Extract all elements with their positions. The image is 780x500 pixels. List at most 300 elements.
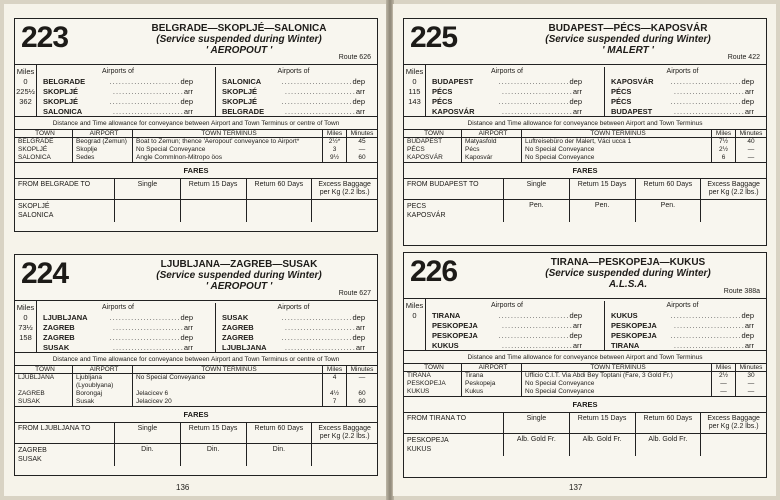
dep-arr-label: dep — [569, 331, 582, 340]
distance-cell: 2½ — [712, 372, 736, 380]
airport-city: TIRANA — [611, 341, 640, 350]
distance-header-cell: TOWN TERMINUS — [522, 364, 712, 371]
timetable — [15, 65, 377, 117]
distance-table — [404, 130, 766, 163]
dep-arr-label: dep — [569, 77, 582, 86]
timetable-row — [43, 313, 193, 323]
fares-title: FARES — [404, 397, 766, 413]
distance-cell: PÉCS — [404, 146, 462, 154]
distance-cell: No Special Conveyance — [522, 388, 712, 396]
timetable-row — [432, 97, 582, 107]
dep-arr-label: arr — [183, 87, 193, 96]
airports-header: Airports of — [491, 302, 523, 309]
fare-cell — [570, 434, 636, 456]
fare-cell — [504, 434, 570, 456]
leader-dots: ....................... — [673, 107, 745, 116]
airport-city: SKOPLJÉ — [43, 97, 79, 106]
timetable-row — [43, 77, 193, 87]
airports-header: Airports of — [277, 304, 310, 311]
fares-title: FARES — [404, 163, 766, 179]
leader-dots: ....................... — [501, 87, 573, 96]
distance-cell: Kaposvár — [462, 154, 522, 162]
timetable-row — [43, 107, 193, 117]
distance-title: Distance and Time allowance for conveyance between Airport and Town Terminus or centre of Town — [15, 353, 377, 366]
timetable-row — [611, 341, 754, 351]
distance-cell: No Special Conveyance — [522, 146, 712, 154]
leader-dots: ....................... — [284, 87, 356, 96]
timetable-row — [222, 343, 365, 353]
distance-cell: — — [747, 380, 755, 387]
leader-dots: ....................... — [498, 77, 570, 86]
timetable-row — [43, 87, 193, 97]
airport-city: BELGRADE — [43, 77, 86, 86]
miles-value: Miles — [16, 303, 35, 312]
dep-arr-label: dep — [352, 333, 365, 342]
airport-city: LJUBLJANA — [43, 313, 88, 322]
route-226-block — [403, 252, 767, 478]
route-title-block — [107, 23, 371, 56]
distance-row — [404, 372, 766, 380]
distance-cell: LJUBLJANA — [15, 374, 73, 390]
service-suspended-note: (Service suspended during Winter) — [156, 270, 322, 281]
timetable — [404, 299, 766, 351]
fares-table — [404, 413, 766, 456]
leader-dots: ....................... — [109, 313, 181, 322]
airport-city: SKOPLJÉ — [222, 87, 258, 96]
fare-cell — [181, 200, 247, 222]
fares-header-cell: Excess Baggage per Kg (2.2 lbs.) — [318, 425, 371, 440]
airport-city: ZAGREB — [222, 333, 254, 342]
dep-arr-label: arr — [572, 107, 582, 116]
distance-table — [15, 130, 377, 163]
fares-header-cell: FROM LJUBLJANA TO — [15, 423, 115, 443]
leader-dots: ....................... — [498, 97, 570, 106]
timetable — [15, 301, 377, 353]
page-number-left: 136 — [176, 483, 190, 492]
distance-cell: Boat to Zemun; thence 'Aeropout' conveyance to Airport* — [133, 138, 323, 146]
distance-cell: Sedes — [73, 154, 133, 162]
fare-cell — [701, 200, 766, 222]
route-title: LJUBLJANA—ZAGREB—SUSAK — [160, 259, 318, 270]
distance-cell: Tirana — [462, 372, 522, 380]
timetable — [404, 65, 766, 117]
operator-name: ' AEROPOUT ' — [205, 45, 273, 56]
airports-header: Airports of — [277, 68, 310, 75]
distance-cell: Ljubljana (Lyoublyana) — [73, 374, 133, 390]
distance-header-cell: TOWN TERMINUS — [522, 130, 712, 137]
fares-header-row — [404, 413, 766, 434]
fares-header-cell: Single — [504, 413, 570, 433]
dep-arr-label: arr — [744, 87, 754, 96]
miles-value: 158 — [19, 333, 32, 342]
distance-cell: 7 — [323, 398, 347, 406]
timetable-row — [432, 107, 582, 117]
distance-cell: SUSAK — [15, 398, 73, 406]
distance-row — [404, 380, 766, 388]
dep-arr-label: arr — [572, 321, 582, 330]
fare-cell — [181, 444, 247, 466]
distance-row — [15, 390, 377, 398]
dep-arr-label: arr — [572, 341, 582, 350]
timetable-direction-2 — [604, 301, 754, 351]
distance-cell: 2½* — [323, 138, 347, 146]
dep-arr-label: arr — [744, 107, 754, 116]
distance-cell: Angle Commlnon-Mitropo öos — [133, 154, 323, 162]
fares-header-cell: Return 60 Days — [247, 179, 313, 199]
leader-dots: ....................... — [670, 311, 742, 320]
airports-header: Airports of — [102, 68, 134, 75]
fare-cell — [701, 434, 766, 456]
service-suspended-note: (Service suspended during Winter) — [545, 268, 711, 279]
fare-destinations — [404, 434, 504, 456]
fare-destination: PECS — [407, 203, 427, 210]
leader-dots: ....................... — [501, 341, 573, 350]
miles-value: 115 — [408, 87, 421, 96]
route-header — [404, 19, 766, 65]
distance-header-cell: TOWN — [404, 364, 462, 371]
fares-title: FARES — [15, 407, 377, 423]
airport-city: PÉCS — [611, 97, 632, 106]
distance-header-cell: AIRPORT — [462, 364, 522, 371]
fares-body — [15, 444, 377, 466]
leader-dots: ....................... — [109, 333, 181, 342]
distance-row — [15, 374, 377, 390]
operator-name: ' MALERT ' — [602, 45, 654, 56]
timetable-direction-2 — [215, 303, 365, 353]
distance-cell: ZAGREB — [15, 390, 73, 398]
fare-cell — [312, 444, 377, 466]
timetable-row — [432, 311, 582, 321]
airport-city: BUDAPEST — [611, 107, 653, 116]
leader-dots: ....................... — [284, 343, 356, 352]
distance-header-cell: Miles — [323, 366, 347, 373]
leader-dots: ....................... — [670, 331, 742, 340]
distance-cell: 45 — [358, 138, 366, 145]
miles-value: 0 — [412, 77, 417, 86]
service-suspended-note: (Service suspended during Winter) — [156, 34, 322, 45]
distance-row — [15, 146, 377, 154]
route-225-block — [403, 18, 767, 246]
dep-arr-label: dep — [569, 311, 582, 320]
airport-city: PÉCS — [432, 97, 453, 106]
airport-city: PESKOPEJA — [611, 321, 657, 330]
distance-table — [404, 364, 766, 397]
miles-value: 0 — [412, 311, 417, 320]
fare-cell — [312, 200, 377, 222]
airport-city: PESKOPEJA — [611, 331, 657, 340]
airports-header: Airports of — [666, 68, 699, 75]
fares-title: FARES — [15, 163, 377, 179]
distance-cell: — — [358, 374, 366, 381]
dep-arr-label: arr — [355, 343, 365, 352]
distance-cell: Matyasfold — [462, 138, 522, 146]
leader-dots: ....................... — [281, 77, 353, 86]
airport-city: ZAGREB — [43, 333, 75, 342]
route-number: 226 — [410, 255, 458, 288]
leader-dots: ....................... — [281, 97, 353, 106]
distance-header-cell: Minutes — [350, 130, 374, 137]
airport-city: SUSAK — [222, 313, 249, 322]
miles-column — [15, 65, 37, 116]
distance-row — [404, 138, 766, 146]
miles-value: 0 — [23, 77, 28, 86]
distance-cell: Jelacicev 20 — [133, 398, 323, 406]
fare-destination: ZAGREB — [18, 447, 47, 454]
dep-arr-label: dep — [352, 313, 365, 322]
miles-value: Miles — [405, 67, 424, 76]
timetable-direction-1 — [432, 67, 582, 117]
timetable-direction-1 — [43, 303, 193, 353]
route-number: 225 — [410, 21, 458, 54]
distance-cell: — — [747, 146, 755, 153]
dep-arr-label: dep — [352, 77, 365, 86]
fares-body — [15, 200, 377, 222]
fare-cell — [115, 200, 181, 222]
distance-cell: 9½ — [323, 154, 347, 162]
dep-arr-label: arr — [355, 323, 365, 332]
airport-city: ZAGREB — [43, 323, 75, 332]
distance-cell: Borongaj — [73, 390, 133, 398]
dep-arr-label: dep — [741, 77, 754, 86]
miles-column — [15, 301, 37, 352]
miles-value: 0 — [23, 313, 28, 322]
timetable-row — [611, 97, 754, 107]
dep-arr-label: dep — [741, 311, 754, 320]
leader-dots: ....................... — [284, 323, 356, 332]
distance-cell: 40 — [747, 138, 755, 145]
distance-cell: No Special Conveyance — [133, 374, 323, 390]
distance-cell: 3 — [323, 146, 347, 154]
dep-arr-label: dep — [180, 333, 193, 342]
miles-column — [404, 299, 426, 350]
service-suspended-note: (Service suspended during Winter) — [545, 34, 711, 45]
airport-city: SKOPLJÉ — [43, 87, 79, 96]
distance-title: Distance and Time allowance for conveyance between Airport and Town Terminus or centre of Town — [15, 117, 377, 130]
airports-header: Airports of — [102, 304, 134, 311]
leader-dots: ....................... — [673, 87, 745, 96]
timetable-row — [611, 311, 754, 321]
distance-cell: 4 — [323, 374, 347, 390]
timetable-row — [222, 97, 365, 107]
distance-cell: 7½ — [712, 138, 736, 146]
leader-dots: ....................... — [112, 323, 184, 332]
fares-header-cell: Single — [115, 423, 181, 443]
distance-header-cell: Minutes — [350, 366, 374, 373]
fare-destination: KUKUS — [407, 446, 432, 453]
route-title-block — [496, 257, 760, 290]
fare-currency: Alb. Gold Fr. — [582, 436, 622, 443]
fare-cell — [636, 200, 702, 222]
airport-city: LJUBLJANA — [222, 343, 267, 352]
airport-city: SKOPLJÉ — [222, 97, 258, 106]
timetable-row — [222, 333, 365, 343]
left-page — [4, 4, 388, 496]
fare-currency: Pen. — [660, 202, 676, 209]
fares-table — [15, 423, 377, 466]
fare-currency: Din. — [141, 446, 154, 453]
distance-header-row — [404, 130, 766, 138]
distance-header-row — [404, 364, 766, 372]
leader-dots: ....................... — [673, 321, 745, 330]
distance-cell: Luftreisebüro der Malert, Váci ucca 1 — [522, 138, 712, 146]
distance-cell: Peskopeja — [462, 380, 522, 388]
dep-arr-label: arr — [744, 321, 754, 330]
miles-value: 362 — [19, 97, 32, 106]
airport-city: TIRANA — [432, 311, 461, 320]
distance-header-cell: Miles — [712, 364, 736, 371]
dep-arr-label: arr — [183, 107, 193, 116]
fares-header-cell: Return 15 Days — [570, 179, 636, 199]
dep-arr-label: arr — [355, 107, 365, 116]
dep-arr-label: arr — [572, 87, 582, 96]
airport-city: KUKUS — [611, 311, 638, 320]
distance-cell: KUKUS — [404, 388, 462, 396]
distance-cell: — — [712, 388, 736, 396]
leader-dots: ....................... — [498, 331, 570, 340]
fares-header-cell: Return 15 Days — [570, 413, 636, 433]
distance-header-cell: Minutes — [739, 130, 763, 137]
dep-arr-label: arr — [355, 87, 365, 96]
airport-city: KUKUS — [432, 341, 459, 350]
fare-destination: SKOPLJÉ — [18, 203, 50, 210]
dep-arr-label: dep — [741, 97, 754, 106]
distance-header-cell: TOWN — [404, 130, 462, 137]
route-code: Route 626 — [338, 54, 371, 61]
fares-header-cell: FROM TIRANA TO — [404, 413, 504, 433]
distance-table — [15, 366, 377, 407]
dep-arr-label: dep — [180, 77, 193, 86]
fares-header-cell: FROM BELGRADE TO — [15, 179, 115, 199]
airport-city: PESKOPEJA — [432, 331, 478, 340]
airport-city: SUSAK — [43, 343, 70, 352]
fares-body — [404, 434, 766, 456]
distance-header-cell: Miles — [712, 130, 736, 137]
route-224-block — [14, 254, 378, 476]
fare-cell — [247, 444, 313, 466]
distance-cell: 6 — [712, 154, 736, 162]
distance-row — [15, 154, 377, 162]
miles-value: 225½ — [16, 87, 35, 96]
leader-dots: ....................... — [673, 341, 745, 350]
route-number: 223 — [21, 21, 69, 54]
fare-destinations — [404, 200, 504, 222]
leader-dots: ....................... — [281, 313, 353, 322]
airport-city: SALONICA — [43, 107, 83, 116]
timetable-row — [611, 87, 754, 97]
distance-cell: Susak — [73, 398, 133, 406]
timetable-row — [611, 77, 754, 87]
timetable-row — [432, 341, 582, 351]
route-code: Route 627 — [338, 290, 371, 297]
distance-cell: BUDAPEST — [404, 138, 462, 146]
operator-name: A.L.S.A. — [608, 279, 648, 290]
fare-cell — [570, 200, 636, 222]
distance-cell: Kukus — [462, 388, 522, 396]
distance-title: Distance and Time allowance for conveyance between Airport and Town Terminus — [404, 117, 766, 130]
distance-header-cell: TOWN — [15, 366, 73, 373]
airport-city: PÉCS — [611, 87, 632, 96]
timetable-row — [43, 323, 193, 333]
leader-dots: ....................... — [670, 97, 742, 106]
leader-dots: ....................... — [670, 77, 742, 86]
airport-city: BUDAPEST — [432, 77, 474, 86]
distance-row — [15, 398, 377, 406]
fares-table — [404, 179, 766, 222]
distance-header-row — [15, 366, 377, 374]
airport-city: PESKOPEJA — [432, 321, 478, 330]
timetable-row — [222, 313, 365, 323]
leader-dots: ....................... — [109, 97, 181, 106]
distance-cell: — — [358, 146, 366, 153]
distance-cell: — — [712, 380, 736, 388]
distance-cell: 60 — [358, 398, 366, 405]
fare-cell — [115, 444, 181, 466]
route-header — [15, 255, 377, 301]
timetable-row — [43, 97, 193, 107]
distance-row — [404, 154, 766, 162]
fares-header-row — [15, 179, 377, 200]
fares-header-cell: Return 60 Days — [636, 179, 702, 199]
airport-city: KAPOSVÁR — [611, 77, 654, 86]
distance-header-cell: TOWN — [15, 130, 73, 137]
fare-cell — [504, 200, 570, 222]
fares-table — [15, 179, 377, 222]
route-header — [404, 253, 766, 299]
timetable-row — [432, 87, 582, 97]
fare-currency: Pen. — [594, 202, 610, 209]
miles-value: Miles — [405, 301, 424, 310]
route-title-block — [496, 23, 760, 56]
miles-column — [404, 65, 426, 116]
distance-cell: 2½ — [712, 146, 736, 154]
distance-cell: Pécs — [462, 146, 522, 154]
timetable-row — [222, 107, 365, 117]
fare-destination: SALONICA — [18, 212, 54, 219]
airport-city: PÉCS — [432, 87, 453, 96]
dep-arr-label: dep — [569, 97, 582, 106]
fares-header-cell: Excess Baggage per Kg (2.2 lbs.) — [318, 181, 371, 196]
fares-header-cell: Single — [115, 179, 181, 199]
distance-cell: SALONICA — [15, 154, 73, 162]
airport-city: KAPOSVÁR — [432, 107, 475, 116]
airport-city: SALONICA — [222, 77, 262, 86]
route-title: TIRANA—PESKOPEJA—KUKUS — [550, 257, 706, 268]
distance-cell: No Special Conveyance — [522, 380, 712, 388]
distance-row — [404, 388, 766, 396]
distance-cell: Ufficio C.I.T. Via Abdi Bey Toptani (Fare, 3 Gold Fr.) — [522, 372, 712, 380]
dep-arr-label: dep — [741, 331, 754, 340]
timetable-row — [611, 331, 754, 341]
leader-dots: ....................... — [112, 107, 184, 116]
timetable-row — [222, 77, 365, 87]
airport-city: ZAGREB — [222, 323, 254, 332]
distance-cell: Skoplje — [73, 146, 133, 154]
fares-header-cell: Return 15 Days — [181, 179, 247, 199]
leader-dots: ....................... — [284, 107, 356, 116]
timetable-row — [43, 343, 193, 353]
distance-cell: Beograd (Zemun) — [73, 138, 133, 146]
fare-destinations — [15, 444, 115, 466]
route-title: BUDAPEST—PÉCS—KAPOSVÁR — [548, 23, 708, 34]
fare-cell — [247, 200, 313, 222]
fare-destination: KAPOSVÁR — [407, 212, 446, 219]
timetable-row — [432, 321, 582, 331]
dep-arr-label: dep — [352, 97, 365, 106]
distance-cell: No Special Conveyance — [522, 154, 712, 162]
right-page — [392, 4, 776, 496]
miles-value: Miles — [16, 67, 35, 76]
timetable-row — [432, 331, 582, 341]
